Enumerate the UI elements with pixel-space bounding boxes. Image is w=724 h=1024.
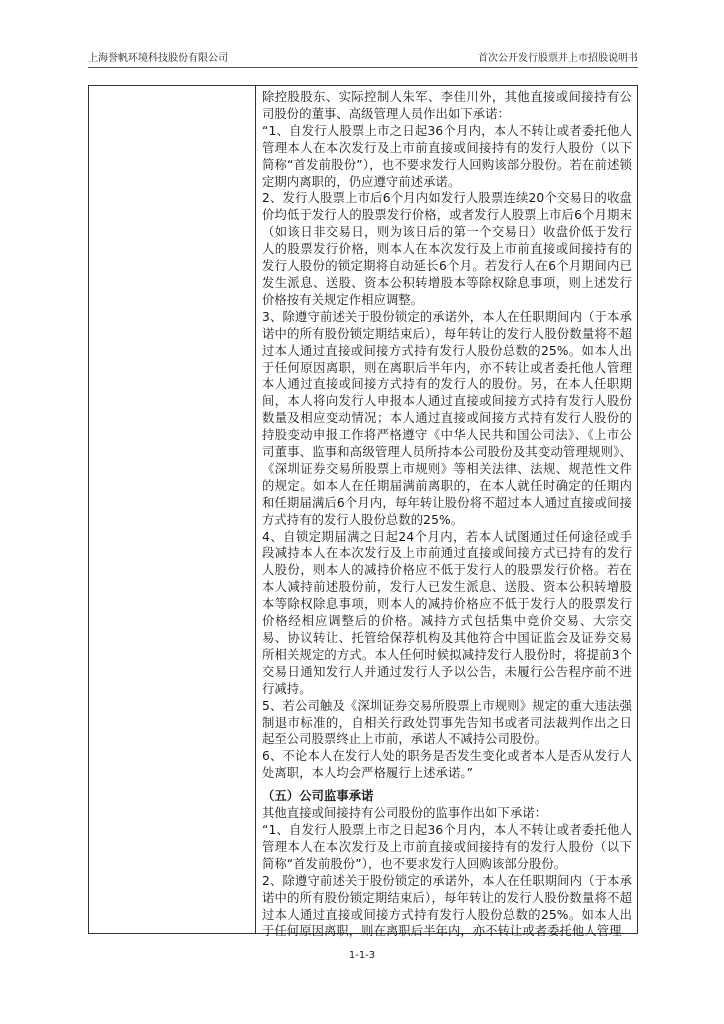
page-number: 1-1-3 [348,950,376,961]
document-title: 首次公开发行股票并上市招股说明书 [478,53,638,64]
supervisor-commitment-item-2: 2、除遵守前述关于股份锁定的承诺外，本人在任职期间内（于本承诺中的所有股份锁定期结束后），每年转让的发行人股份数量将不超过本人通过直接或间接方式持有发行人股份总数的25%。如本人出于任何原因离职，则在离职后半年内，亦不转让或者委托他人管理 [262,873,632,939]
director-commitment-item-1: “1、自发行人股票上市之日起36个月内，本人不转让或者委托他人管理本人在本次发行及上市前直接或间接持有的发行人股份（以下简称“首发前股份”），也不要求发行人回购该部分股份。若在前述锁定期内离职的，仍应遵守前述承诺。 [262,123,632,189]
director-commitment-item-2: 2、发行人股票上市后6个月内如发行人股票连续20个交易日的收盘价均低于发行人的股票发行价格，或者发行人股票上市后6个月期末（如该日非交易日，则为该日后的第一个交易日）收盘价低于发行人的股票发行价格，则本人在本次发行及上市前直接或间接持有的发行人股份的锁定期将自动延长6个月。若发行人在6个月期间内已发生派息、送股、资本公积转增股本等除权除息事项，则上述发行价格按有关规定作相应调整。 [262,191,632,307]
director-commitment-item-6: 6、不论本人在发行人处的职务是否发生变化或者本人是否从发行人处离职，本人均会严格履行上述承诺。” [262,749,632,781]
content-table [88,85,638,939]
supervisor-commitment-item-1: “1、自发行人股票上市之日起36个月内，本人不转让或者委托他人管理本人在本次发行及上市前直接或间接持有的发行人股份（以下简称“首发前股份”），也不要求发行人回购该部分股份。 [262,822,632,871]
header-rule [88,67,638,68]
page-header [88,50,638,68]
column-divider [255,86,256,933]
company-name: 上海誉帆环境科技股份有限公司 [88,53,228,64]
director-commitment-intro: 除控股股东、实际控制人朱军、李佳川外，其他直接或间接持有公司股份的董事、高级管理人员作出如下承诺： [262,90,632,121]
content-cell [262,89,632,940]
supervisor-commitment-intro: 其他直接或间接持有公司股份的监事作出如下承诺： [262,806,548,821]
director-commitment-item-3: 3、除遵守前述关于股份锁定的承诺外，本人在任职期间内（于本承诺中的所有股份锁定期结束后），每年转让的发行人股份数量将不超过本人通过直接或间接方式持有发行人股份总数的25%。如本人出于任何原因离职，则在离职后半年内，亦不转让或者委托他人管理本人通过直接或间接方式持有的发行人的股份。另，在本人任职期间，本人将向发行人申报本人通过直接或间接方式持有发行人股份数量及相应变动情况；本人通过直接或间接方式持有发行人股份的持股变动申报工作将严格遵守《中华人民共和国公司法》、《上市公司董事、监事和高级管理人员所持本公司股份及其变动管理规则》、《深圳证券交易所股票上市规则》等相关法律、法规、规范性文件的规定。如本人在任期届满前离职的，在本人就任时确定的任期内和任期届满后6个月内，每年转让股份将不超过本人通过直接或间接方式持有的发行人股份总数的25%。 [262,309,632,527]
director-commitment-item-5: 5、若公司触及《深圳证券交易所股票上市规则》规定的重大违法强制退市标准的，自相关行政处罚事先告知书或者司法裁判作出之日起至公司股票终止上市前，承诺人不减持公司股份。 [262,698,632,747]
director-commitment-item-4: 4、自锁定期届满之日起24个月内，若本人试图通过任何途径或手段减持本人在本次发行及上市前通过直接或间接方式已持有的发行人股份，则本人的减持价格应不低于发行人的股票发行价格。若在本人减持前述股份前，发行人已发生派息、送股、资本公积转增股本等除权除息事项，则本人的减持价格应不低于发行人的股票发行价格经相应调整后的价格。减持方式包括集中竞价交易、大宗交易、协议转让、托管给保荐机构及其他符合中国证监会及证券交易所相关规定的方式。本人任何时候拟减持发行人股份时，将提前3个交易日通知发行人并通过发行人予以公告，未履行公告程序前不进行减持。 [262,529,632,696]
section-title-supervisors: （五）公司监事承诺 [262,789,374,804]
